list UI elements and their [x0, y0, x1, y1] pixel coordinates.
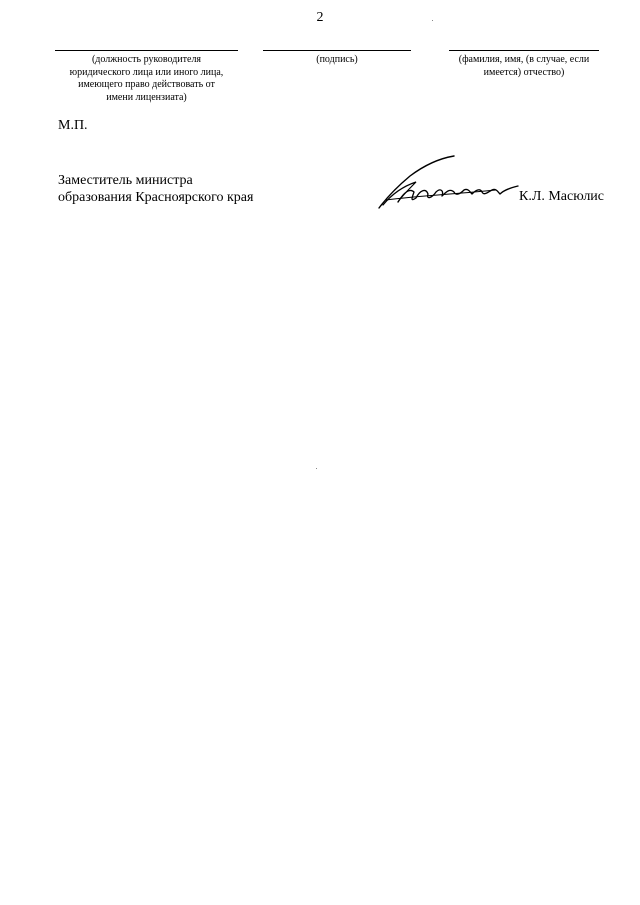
signer-title [58, 172, 253, 206]
signature-field [263, 50, 411, 67]
scan-speck [316, 468, 317, 469]
caption-line: юридического лица или иного лица, [69, 66, 224, 78]
full-name-field [449, 50, 599, 79]
position-signature-field [55, 50, 238, 104]
signature-caption [263, 54, 411, 67]
full-name-caption [449, 54, 599, 79]
caption-line: (фамилия, имя, (в случае, если [458, 54, 590, 65]
caption-line: (подпись) [316, 54, 358, 65]
full-name-blank-line [449, 50, 599, 51]
signer-name: К.Л. Масюлис [519, 189, 605, 204]
scan-speck [432, 20, 433, 21]
caption-line: имеется) отчество) [483, 66, 565, 78]
signer-title-line: образования Красноярского края [58, 190, 254, 205]
page-number: 2 [316, 10, 324, 25]
position-caption [55, 54, 238, 104]
signature-blank-line [263, 50, 411, 51]
position-blank-line [55, 50, 238, 51]
signer-title-line: Заместитель министра [58, 173, 193, 188]
handwritten-signature [376, 150, 524, 212]
caption-line: (должность руководителя [91, 54, 202, 65]
caption-line: имеющего право действовать от [78, 79, 215, 90]
stamp-placeholder: М.П. [58, 118, 88, 133]
caption-line: имени лицензиата) [106, 91, 187, 103]
